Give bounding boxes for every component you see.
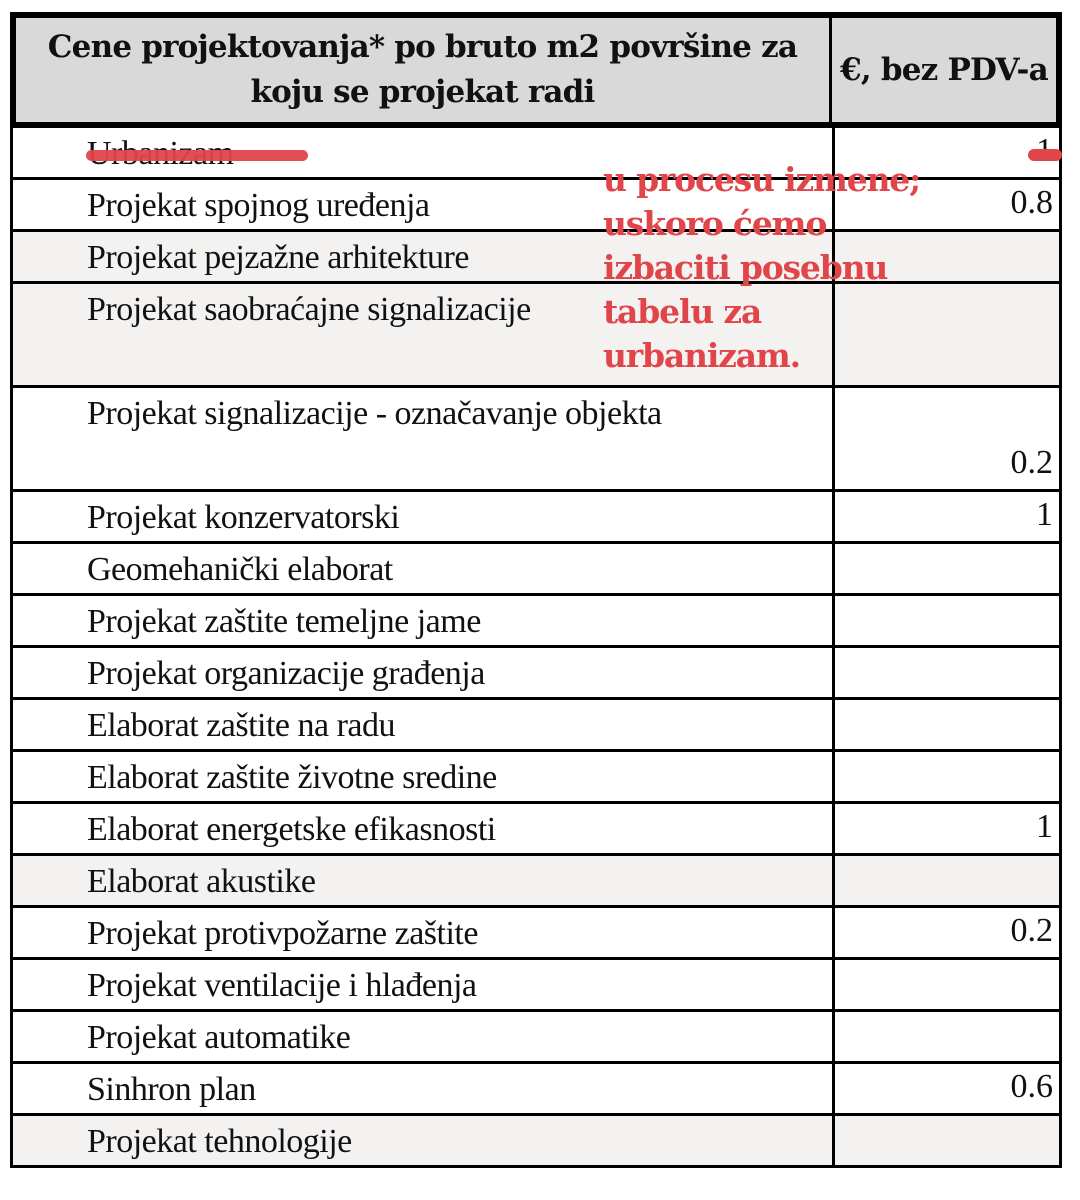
table-row [10,596,1062,648]
price-cell [835,960,1059,1009]
price-cell [835,544,1059,593]
service-name-cell: Sinhron plan [13,1064,835,1113]
service-name-cell: Projekat spojnog uređenja [13,180,835,229]
strikethrough-mark-value [1028,149,1062,161]
service-name-cell: Projekat organizacije građenja [13,648,835,697]
service-name-cell: Projekat zaštite temeljne jame [13,596,835,645]
price-cell: 0.6 [1010,1068,1053,1105]
price-cell: 0.2 [1010,912,1053,949]
service-name-cell: Projekat signalizacije - označavanje objekta [13,388,835,489]
service-name-cell: Projekat protivpožarne zaštite [13,908,835,957]
handwritten-annotation: u procesu izmene; uskoro ćemo izbaciti posebnu tabelu za urbanizam. [603,160,921,375]
price-cell: 1 [1036,808,1053,845]
service-name-cell: Projekat tehnologije [13,1116,835,1165]
service-name-cell: Projekat saobraćajne signalizacije [13,284,835,385]
table-row [10,1064,1062,1116]
table-row [10,1116,1062,1168]
service-name-cell: Projekat ventilacije i hlađenja [13,960,835,1009]
price-cell [835,596,1059,645]
strikethrough-mark [86,150,308,161]
price-cell [835,856,1059,905]
service-name-cell: Elaborat energetske efikasnosti [13,804,835,853]
price-cell: 1 [1036,496,1053,533]
table-row [10,388,1062,492]
price-cell [835,648,1059,697]
table-row [10,856,1062,908]
table-row [10,700,1062,752]
header-service-column: Cene projektovanja* po bruto m2 površine za koju se projekat radi [16,18,832,122]
table-header [10,12,1062,128]
service-name-cell: Elaborat zaštite životne sredine [13,752,835,801]
service-name-cell: Projekat automatike [13,1012,835,1061]
header-price-column: €, bez PDV-a [840,52,1048,88]
price-cell [835,700,1059,749]
table-row [10,1012,1062,1064]
table-row [10,804,1062,856]
price-cell: 0.2 [1010,444,1053,481]
price-cell [835,1116,1059,1165]
price-cell [835,1012,1059,1061]
service-name-cell: Geomehanički elaborat [13,544,835,593]
table-row [10,752,1062,804]
table-row [10,492,1062,544]
service-name-cell: Elaborat zaštite na radu [13,700,835,749]
table-row [10,908,1062,960]
table-row [10,648,1062,700]
table-row [10,960,1062,1012]
table-row [10,544,1062,596]
service-name-cell: Projekat konzervatorski [13,492,835,541]
service-name-cell: Projekat pejzažne arhitekture [13,232,835,281]
service-name-cell: Elaborat akustike [13,856,835,905]
price-cell: 0.8 [1010,184,1053,221]
price-cell [835,752,1059,801]
